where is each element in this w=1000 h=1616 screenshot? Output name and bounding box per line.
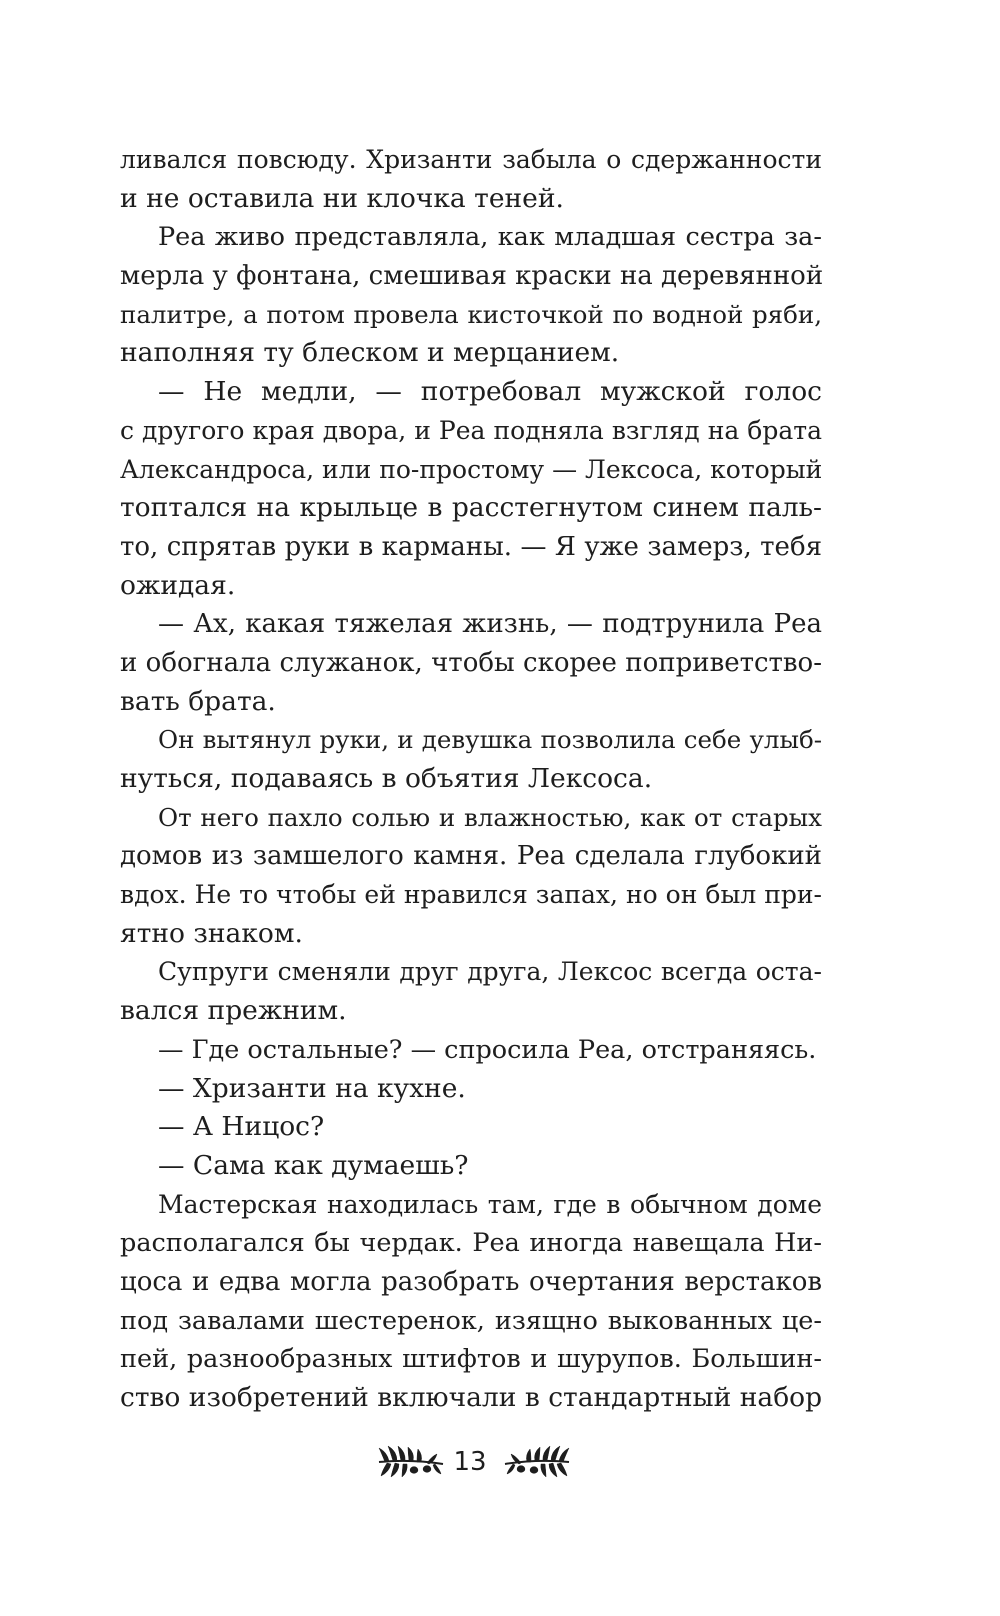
paragraph [120, 1108, 822, 1147]
paragraph [120, 799, 822, 954]
text-line: располагался бы чердак. Реа иногда навещала Ни- [120, 1228, 822, 1259]
page-number: 13 [453, 1447, 487, 1477]
paragraph [120, 1147, 822, 1186]
body-text [120, 141, 822, 1418]
paragraph [120, 1186, 822, 1418]
text-line: — Хризанти на кухне. [158, 1072, 466, 1104]
text-line: палитре, а потом провела кисточкой по водной ряби, [120, 299, 822, 329]
text-line: ливался повсюду. Хризанти забыла о сдержанности [120, 145, 822, 174]
text-line: Он вытянул руки, и девушка позволила себе улыб- [158, 725, 822, 755]
text-line: вался прежним. [120, 995, 347, 1027]
paragraph [120, 218, 822, 373]
page-footer [0, 1442, 1000, 1482]
text-line: От него пахло солью и влажностью, как от старых [158, 802, 822, 832]
paragraph [120, 1070, 822, 1109]
text-line: ятно знаком. [120, 917, 303, 949]
paragraph [120, 373, 822, 605]
olive-branch-right-icon [503, 1442, 571, 1482]
text-line: нуться, подаваясь в объятия Лексоса. [120, 763, 653, 794]
paragraph [120, 141, 822, 218]
olive-branch-left-icon [377, 1442, 445, 1482]
text-line: вдох. Не то чтобы ей нравился запах, но он был при- [120, 880, 822, 910]
text-line: то, спрятав руки в карманы. — Я уже замерз, тебя [120, 531, 822, 562]
text-line: пей, разнообразных штифтов и шурупов. Большин- [120, 1344, 822, 1375]
text-line: ство изобретений включали в стандартный набор [120, 1382, 823, 1413]
text-line: — А Ницос? [158, 1111, 325, 1143]
text-line: домов из замшелого камня. Реа сделала глубокий [120, 841, 822, 872]
text-line: — Не медли, — потребовал мужской голос [158, 376, 822, 408]
paragraph [120, 605, 822, 721]
text-line: наполняя ту блеском и мерцанием. [120, 337, 620, 369]
text-line: — Где остальные? — спросила Реа, отстраняясь. [158, 1034, 817, 1065]
text-line: Супруги сменяли друг друга, Лексос всегда оста- [158, 957, 822, 987]
paragraph [120, 1031, 822, 1070]
text-line: и не оставила ни клочка теней. [120, 182, 564, 214]
text-line: — Ах, какая тяжелая жизнь, — подтрунила Реа [158, 609, 822, 640]
text-line: цоса и едва могла разобрать очертания верстаков [120, 1266, 822, 1297]
text-line: с другого края двора, и Реа подняла взгляд на брата [120, 415, 822, 445]
text-line: Реа живо представляла, как младшая сестра за- [158, 222, 822, 253]
text-line: под завалами шестеренок, изящно выкованных це- [120, 1305, 822, 1336]
text-line: топтался на крыльце в расстегнутом синем паль- [120, 492, 822, 524]
text-line: ожидая. [120, 569, 236, 601]
text-line: и обогнала служанок, чтобы скорее поприветство- [120, 647, 822, 678]
text-line: — Сама как думаешь? [158, 1149, 469, 1181]
text-line: Мастерская находилась там, где в обычном доме [158, 1189, 822, 1219]
paragraph [120, 721, 822, 798]
text-line: Александроса, или по-простому — Лексоса, который [120, 454, 823, 484]
text-line: мерла у фонтана, смешивая краски на деревянной [120, 261, 824, 292]
text-line: вать брата. [120, 685, 276, 717]
paragraph [120, 953, 822, 1030]
